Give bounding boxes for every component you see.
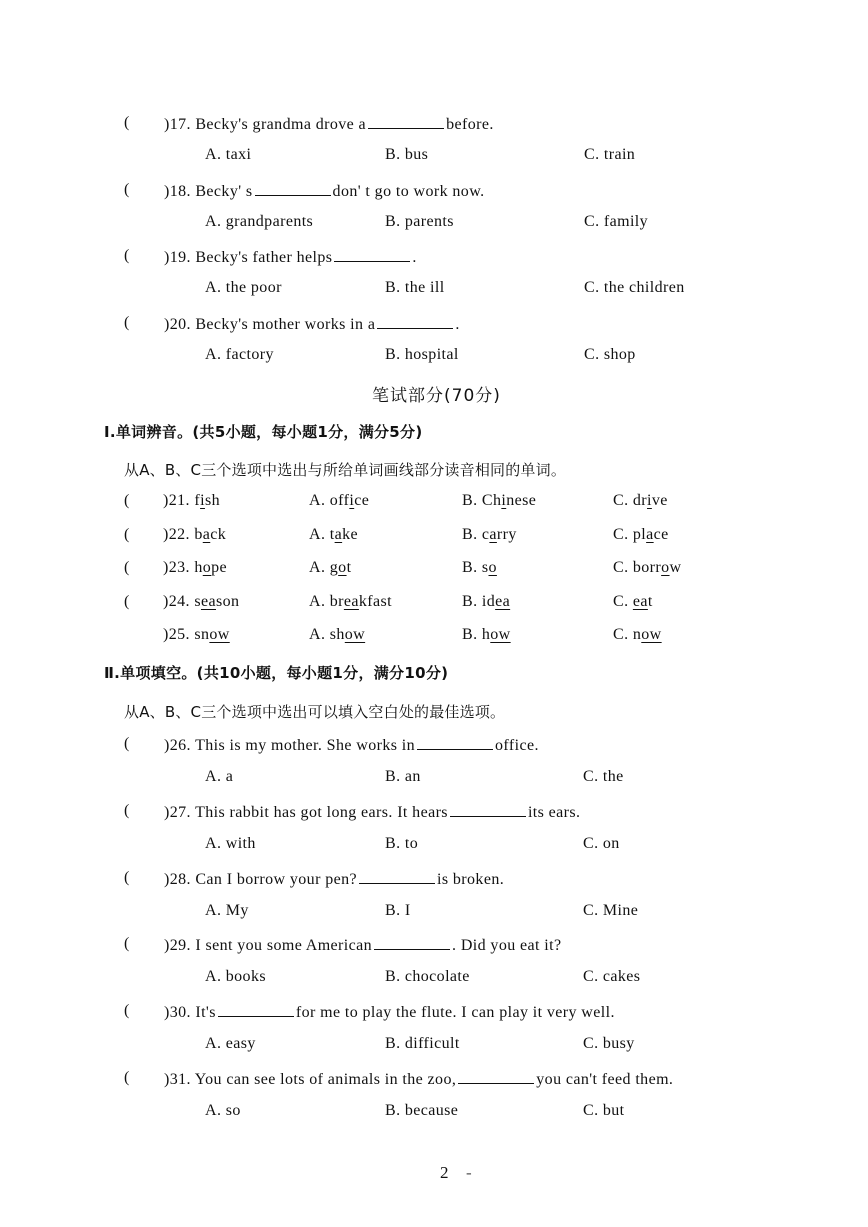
page-number: 2 bbox=[440, 1163, 449, 1182]
answer-paren: ( bbox=[124, 247, 130, 264]
item-number: )24. bbox=[163, 592, 190, 610]
question-text-pre: Becky's grandma drove a bbox=[195, 116, 367, 133]
question-text-pre: Becky's mother works in a bbox=[195, 315, 376, 333]
phonetic-option-b bbox=[462, 492, 536, 510]
question-stem bbox=[164, 181, 485, 201]
answer-blank bbox=[359, 869, 435, 884]
answer-blank bbox=[377, 314, 453, 329]
option-b: B. chocolate bbox=[385, 968, 470, 986]
question-text-post: you can't feed them. bbox=[536, 1071, 674, 1088]
word-part: pe bbox=[211, 559, 228, 576]
question-text-pre: This is my mother. She works in bbox=[195, 737, 416, 754]
underlined-letters: ea bbox=[343, 592, 359, 610]
word-part: ke bbox=[342, 525, 359, 543]
question-number: 27 bbox=[169, 803, 187, 821]
answer-paren: ( bbox=[124, 1002, 130, 1020]
word-part: A. g bbox=[309, 559, 339, 576]
option-b: B. hospital bbox=[385, 345, 459, 363]
num-dot: . bbox=[186, 803, 196, 821]
word-part: t bbox=[647, 592, 653, 610]
question-text-post: its ears. bbox=[527, 803, 581, 821]
answer-blank bbox=[458, 1069, 534, 1084]
question-text-pre: Becky's father helps bbox=[195, 249, 333, 266]
phonetic-option-b bbox=[462, 626, 511, 644]
phonetic-option-a bbox=[309, 593, 392, 611]
word-part: b bbox=[194, 525, 203, 543]
option-b: B. an bbox=[385, 768, 421, 785]
question-stem bbox=[164, 114, 494, 134]
answer-blank bbox=[218, 1002, 294, 1017]
word-part: t bbox=[346, 559, 352, 576]
question-text-pre: Becky' s bbox=[195, 182, 253, 200]
question-stem bbox=[164, 314, 460, 334]
option-c: C. the bbox=[583, 768, 624, 785]
underlined-letters: i bbox=[200, 492, 205, 509]
word-part: s bbox=[194, 592, 201, 610]
underlined-letters: i bbox=[501, 492, 507, 509]
num-dot: . bbox=[186, 315, 196, 333]
phonetic-word bbox=[163, 593, 239, 611]
paren-close: ) bbox=[164, 182, 170, 200]
paren-close: ) bbox=[164, 1004, 170, 1022]
question-text-pre: I sent you some American bbox=[195, 937, 373, 955]
phonetic-option-b bbox=[462, 593, 510, 611]
question-number: 19 bbox=[169, 249, 187, 266]
word-part: kfast bbox=[358, 592, 393, 610]
question-stem bbox=[164, 869, 504, 889]
section-1-title: Ⅰ.单词辨音。(共5小题，每小题1分，满分5分) bbox=[104, 423, 423, 441]
paren-close: ) bbox=[164, 116, 170, 133]
question-number: 29 bbox=[169, 937, 187, 955]
phonetic-option-a bbox=[309, 559, 351, 577]
answer-blank bbox=[255, 181, 331, 196]
question-text-pre: It's bbox=[195, 1004, 216, 1022]
option-c: C. cakes bbox=[583, 968, 641, 986]
answer-paren: ( bbox=[124, 114, 130, 131]
option-a: A. easy bbox=[205, 1035, 256, 1053]
answer-paren: ( bbox=[124, 592, 130, 610]
question-text-pre: You can see lots of animals in the zoo, bbox=[194, 1071, 457, 1088]
option-c: C. shop bbox=[584, 345, 636, 363]
question-text-post: is broken. bbox=[437, 870, 505, 888]
underlined-letters: ea bbox=[200, 592, 216, 610]
phonetic-word bbox=[163, 559, 227, 577]
underlined-letters: ea bbox=[495, 592, 511, 610]
underlined-letters: a bbox=[646, 525, 654, 543]
question-stem bbox=[164, 735, 539, 755]
underlined-letters: i bbox=[647, 492, 652, 509]
phonetic-option-c bbox=[613, 526, 669, 544]
answer-paren: ( bbox=[124, 868, 130, 886]
underlined-letters: ow bbox=[490, 626, 511, 643]
question-number: 28 bbox=[169, 870, 187, 888]
question-text-post: before. bbox=[446, 116, 494, 133]
option-b: B. parents bbox=[385, 212, 454, 230]
item-number: )25. bbox=[163, 626, 190, 643]
phonetic-option-a bbox=[309, 492, 369, 510]
underlined-letters: a bbox=[489, 525, 497, 543]
question-stem bbox=[164, 1002, 615, 1022]
option-a: A. so bbox=[205, 1102, 241, 1119]
option-c: C. busy bbox=[583, 1035, 635, 1053]
phonetic-option-a bbox=[309, 626, 365, 644]
option-a: A. books bbox=[205, 968, 266, 986]
word-part: C. n bbox=[613, 626, 642, 643]
num-dot: . bbox=[186, 182, 196, 200]
word-part: C. dr bbox=[613, 492, 647, 509]
underlined-letters: o bbox=[488, 559, 497, 576]
paren-close: ) bbox=[164, 249, 170, 266]
underlined-letters: a bbox=[334, 525, 343, 543]
word-part: C. pl bbox=[613, 525, 647, 543]
underlined-letters: ow bbox=[641, 626, 662, 643]
option-c: C. the children bbox=[584, 279, 685, 296]
paren-close: ) bbox=[164, 737, 170, 754]
paren-close: ) bbox=[164, 315, 170, 333]
option-b: B. bus bbox=[385, 146, 429, 163]
phonetic-word bbox=[163, 526, 226, 544]
question-text-pre: This rabbit has got long ears. It hears bbox=[195, 803, 448, 821]
answer-blank bbox=[450, 802, 526, 817]
word-part: w bbox=[669, 559, 682, 576]
word-part: C. borr bbox=[613, 559, 662, 576]
word-part: ck bbox=[210, 525, 227, 543]
option-a: A. My bbox=[205, 901, 249, 919]
underlined-letters: ow bbox=[344, 626, 366, 643]
word-part: B. h bbox=[462, 626, 491, 643]
word-part: B. c bbox=[462, 525, 490, 543]
word-part: B. id bbox=[462, 592, 496, 610]
written-section-heading: 笔试部分(70分) bbox=[372, 386, 501, 406]
answer-paren: ( bbox=[124, 935, 130, 953]
section-2-title: Ⅱ.单项填空。(共10小题，每小题1分，满分10分) bbox=[104, 664, 449, 682]
word-part: nese bbox=[506, 492, 537, 509]
question-stem bbox=[164, 935, 561, 955]
question-text-pre: Can I borrow your pen? bbox=[195, 870, 358, 888]
answer-paren: ( bbox=[124, 1069, 130, 1086]
num-dot: . bbox=[186, 737, 196, 754]
option-b: B. difficult bbox=[385, 1035, 460, 1053]
option-c: C. but bbox=[583, 1102, 625, 1119]
option-b: B. the ill bbox=[385, 279, 445, 296]
underlined-letters: o bbox=[661, 559, 670, 576]
phonetic-option-c bbox=[613, 626, 662, 644]
question-number: 18 bbox=[169, 182, 187, 200]
paren-close: ) bbox=[164, 870, 170, 888]
word-part: rry bbox=[496, 525, 517, 543]
word-part: ce bbox=[354, 492, 370, 509]
option-a: A. factory bbox=[205, 345, 274, 363]
question-number: 17 bbox=[169, 116, 187, 133]
option-c: C. on bbox=[583, 834, 620, 852]
underlined-letters: ea bbox=[632, 592, 648, 610]
question-text-post: don' t go to work now. bbox=[332, 182, 485, 200]
question-number: 31 bbox=[169, 1071, 187, 1088]
option-a: A. grandparents bbox=[205, 212, 314, 230]
question-stem bbox=[164, 1069, 673, 1089]
phonetic-option-c bbox=[613, 492, 668, 510]
answer-blank bbox=[374, 935, 450, 950]
question-text-post: . bbox=[412, 249, 417, 266]
word-part: ve bbox=[651, 492, 668, 509]
question-text-post: . bbox=[455, 315, 460, 333]
answer-paren: ( bbox=[124, 735, 130, 752]
paren-close: ) bbox=[164, 937, 170, 955]
phonetic-word bbox=[163, 626, 230, 644]
answer-paren: ( bbox=[124, 180, 130, 198]
answer-paren: ( bbox=[124, 313, 130, 331]
phonetic-word bbox=[163, 492, 220, 510]
question-number: 26 bbox=[169, 737, 187, 754]
section-1-instruction: 从A、B、C三个选项中选出与所给单词画线部分读音相同的单词。 bbox=[124, 461, 567, 479]
answer-paren: ( bbox=[124, 801, 130, 819]
phonetic-option-c bbox=[613, 559, 682, 577]
item-number: )21. bbox=[163, 492, 190, 509]
underlined-letters: i bbox=[349, 492, 355, 509]
num-dot: . bbox=[186, 937, 196, 955]
question-number: 30 bbox=[169, 1004, 187, 1022]
phonetic-option-b bbox=[462, 559, 497, 577]
question-stem bbox=[164, 802, 580, 822]
question-text-post: for me to play the flute. I can play it very well. bbox=[295, 1004, 615, 1022]
word-part: h bbox=[194, 559, 203, 576]
word-part: A. sh bbox=[309, 626, 345, 643]
option-c: C. family bbox=[584, 212, 649, 230]
option-c: C. train bbox=[584, 146, 636, 163]
num-dot: . bbox=[186, 1071, 195, 1088]
phonetic-option-b bbox=[462, 526, 517, 544]
phonetic-option-c bbox=[613, 593, 653, 611]
num-dot: . bbox=[186, 870, 196, 888]
answer-paren: ( bbox=[124, 492, 130, 509]
answer-blank bbox=[368, 114, 444, 129]
option-a: A. taxi bbox=[205, 146, 252, 163]
word-part: B. Ch bbox=[462, 492, 502, 509]
question-text-post: office. bbox=[495, 737, 539, 754]
option-b: B. to bbox=[385, 834, 419, 852]
option-a: A. with bbox=[205, 834, 256, 852]
word-part: C. bbox=[613, 592, 633, 610]
num-dot: . bbox=[186, 249, 196, 266]
option-b: B. because bbox=[385, 1102, 459, 1119]
num-dot: . bbox=[186, 1004, 196, 1022]
word-part: ce bbox=[653, 525, 669, 543]
underlined-letters: a bbox=[202, 525, 211, 543]
answer-blank bbox=[417, 735, 493, 750]
item-number: )22. bbox=[163, 525, 190, 543]
section-2-instruction: 从A、B、C三个选项中选出可以填入空白处的最佳选项。 bbox=[124, 703, 506, 721]
question-number: 20 bbox=[169, 315, 187, 333]
num-dot: . bbox=[186, 116, 196, 133]
word-part: son bbox=[216, 592, 240, 610]
option-a: A. a bbox=[205, 768, 234, 785]
paren-close: ) bbox=[164, 1071, 170, 1088]
word-part: A. br bbox=[309, 592, 344, 610]
option-a: A. the poor bbox=[205, 279, 282, 296]
paren-close: ) bbox=[164, 803, 170, 821]
phonetic-option-a bbox=[309, 526, 358, 544]
underlined-letters: o bbox=[202, 559, 212, 576]
word-part: sh bbox=[204, 492, 220, 509]
word-part: f bbox=[194, 492, 201, 509]
underlined-letters: ow bbox=[209, 626, 230, 643]
word-part: sn bbox=[194, 626, 210, 643]
answer-paren: ( bbox=[124, 525, 130, 543]
answer-paren: ( bbox=[124, 559, 130, 576]
word-part: A. off bbox=[309, 492, 350, 509]
word-part: A. t bbox=[309, 525, 335, 543]
question-stem bbox=[164, 247, 417, 267]
option-c: C. Mine bbox=[583, 901, 639, 919]
item-number: )23. bbox=[163, 559, 190, 576]
answer-blank bbox=[334, 247, 410, 262]
page-dash: - bbox=[466, 1163, 472, 1182]
question-text-post: . Did you eat it? bbox=[452, 937, 562, 955]
underlined-letters: o bbox=[338, 559, 347, 576]
word-part: B. s bbox=[462, 559, 489, 576]
option-b: B. I bbox=[385, 901, 411, 919]
